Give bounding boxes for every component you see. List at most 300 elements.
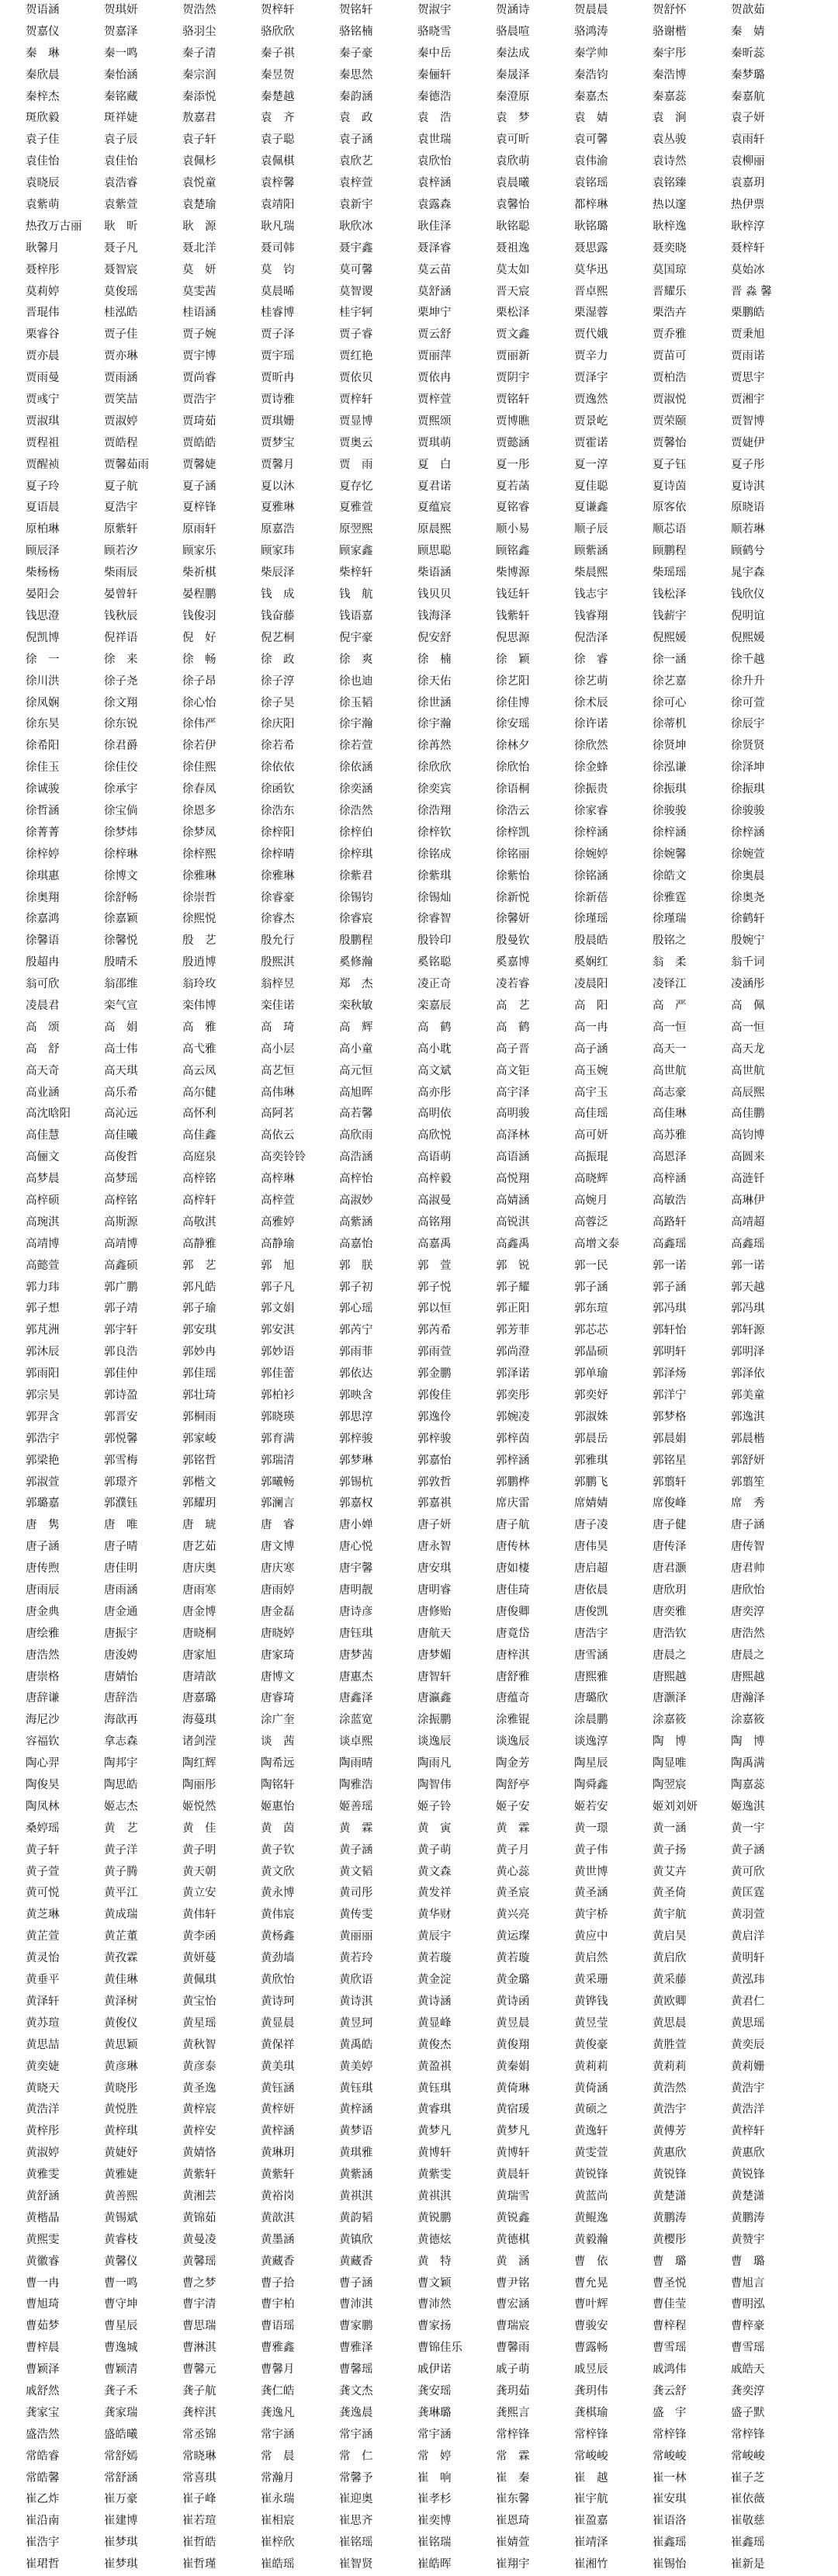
name-cell: 郭梓骏	[339, 1432, 373, 1445]
name-cell: 唐梦茜	[339, 1649, 373, 1662]
name-cell: 高佳鹏	[731, 1108, 765, 1121]
name-cell: 唐修贻	[417, 1605, 452, 1618]
name-cell: 黄莉姗	[731, 2060, 765, 2073]
name-cell: 唐佳琦	[496, 1584, 530, 1597]
name-cell: 陶禹满	[731, 1757, 765, 1770]
name-cell: 晋 淼 馨	[731, 285, 772, 298]
name-cell: 袁雨轩	[731, 133, 765, 147]
name-cell: 郭一民	[574, 1259, 608, 1272]
name-cell: 黄鹏涛	[653, 2211, 687, 2224]
name-cell: 聂梓彤	[26, 263, 60, 276]
name-cell: 唐 睿	[261, 1519, 295, 1532]
name-cell: 徐馨语	[26, 934, 60, 948]
name-cell: 郭 旭	[261, 1259, 295, 1272]
name-cell: 黄羽萱	[731, 1909, 765, 1922]
name-cell: 袁铭瑶	[574, 177, 608, 190]
name-cell: 徐世涵	[417, 696, 452, 709]
name-cell: 钱志宇	[574, 588, 608, 602]
name-cell: 徐浩然	[339, 804, 373, 817]
name-cell: 黄子扬	[653, 1843, 687, 1857]
name-cell: 敖嘉君	[182, 112, 216, 125]
name-cell: 黄瑞雪	[496, 2189, 530, 2203]
name-cell: 黄馨瑶	[182, 2255, 216, 2268]
name-cell: 斑祥婕	[104, 112, 138, 125]
name-cell: 黄诗淇	[339, 1995, 373, 2008]
name-cell: 海歆再	[104, 1714, 138, 1727]
name-cell: 黄惠欣	[653, 2147, 687, 2160]
name-cell: 袁梓萱	[339, 177, 373, 190]
name-cell: 高婧涵	[496, 1194, 530, 1207]
name-cell: 黄锡斌	[104, 2211, 138, 2224]
name-cell: 唐欣玥	[653, 1584, 687, 1597]
name-cell: 高一冉	[574, 1021, 608, 1034]
name-cell: 唐舒雅	[496, 1670, 530, 1683]
name-cell: 袁子佳	[26, 133, 60, 147]
name-cell: 曹守坤	[104, 2298, 138, 2311]
name-cell: 黄徽睿	[26, 2255, 60, 2268]
name-cell: 桂宇轲	[339, 307, 373, 320]
name-cell: 高梓萱	[261, 1194, 295, 1207]
name-cell: 徐奥晨	[731, 869, 765, 882]
name-cell: 郭晶硕	[574, 1346, 608, 1359]
name-cell: 黄永博	[261, 1887, 295, 1900]
name-cell: 黄诗涵	[417, 1995, 452, 2008]
name-cell: 黄博轩	[496, 2147, 530, 2160]
name-cell: 常宇涵	[261, 2428, 295, 2441]
name-cell: 陶丽彤	[182, 1779, 216, 1792]
name-cell: 徐浩云	[496, 804, 530, 817]
name-cell: 高悦翔	[496, 1173, 530, 1186]
name-cell: 贾淑婷	[104, 414, 138, 428]
name-cell: 黄明轩	[731, 1952, 765, 1965]
name-cell: 高俪文	[26, 1151, 60, 1164]
name-cell: 贾昕冉	[261, 372, 295, 385]
name-cell: 黄孜霖	[104, 1952, 138, 1965]
name-cell: 贾秉旭	[731, 328, 765, 342]
name-cell: 夏诗淇	[731, 480, 765, 493]
name-cell: 晋天宸	[496, 285, 530, 298]
name-cell: 黄欧卿	[653, 1995, 687, 2008]
name-cell: 高蓉泛	[574, 1215, 608, 1229]
name-cell: 唐浩宇	[574, 1627, 608, 1640]
name-cell: 黄莉莉	[653, 2060, 687, 2073]
name-cell: 唐惠杰	[339, 1670, 373, 1683]
name-cell: 徐瑾瑶	[574, 913, 608, 926]
name-cell: 贺梓轩	[261, 4, 295, 16]
name-cell: 高增文泰	[574, 1237, 619, 1250]
name-cell: 徐恩多	[182, 804, 216, 817]
name-cell: 黄圣倚	[653, 1887, 687, 1900]
name-cell: 耿铭璐	[574, 220, 608, 233]
name-cell: 黄圣逸	[182, 2082, 216, 2095]
name-cell: 莫俊瑶	[104, 285, 138, 298]
name-cell: 唐传泽	[653, 1541, 687, 1554]
name-cell: 高振琨	[574, 1151, 608, 1164]
name-cell: 秦韵涵	[339, 90, 373, 103]
name-cell: 高晓辉	[574, 1173, 608, 1186]
name-cell: 唐诗彦	[339, 1605, 373, 1618]
name-cell: 秦浩钧	[574, 68, 608, 81]
name-cell: 秦子祺	[261, 47, 295, 60]
name-cell: 郭家峻	[182, 1432, 216, 1445]
name-cell: 曹之梦	[182, 2276, 216, 2290]
name-cell: 黄琳玥	[261, 2147, 295, 2160]
name-cell: 郭依达	[339, 1368, 373, 1381]
name-cell: 贾逸然	[574, 394, 608, 407]
name-cell: 原客依	[653, 501, 687, 515]
name-cell: 龚子禾	[104, 2384, 138, 2397]
name-cell: 郭宇轩	[104, 1324, 138, 1337]
name-cell: 曹梓豪	[731, 2320, 765, 2333]
name-cell: 崔梓欣	[261, 2536, 295, 2550]
name-cell: 崔珺哲	[26, 2558, 60, 2571]
name-cell: 徐玉韬	[339, 696, 373, 709]
name-cell: 徐琪惠	[26, 869, 60, 882]
name-cell: 徐佳佼	[104, 761, 138, 775]
name-cell: 高泽林	[496, 1129, 530, 1142]
name-cell: 唐崇格	[26, 1670, 60, 1683]
name-cell: 袁新宇	[339, 199, 373, 212]
name-cell: 高雅婷	[261, 1215, 295, 1229]
name-cell: 唐鑫泽	[339, 1692, 373, 1705]
name-cell: 郭雨阳	[26, 1368, 60, 1381]
name-cell: 顺子辰	[574, 523, 608, 536]
name-cell: 黄可悦	[26, 1887, 60, 1900]
name-cell: 郑 杰	[339, 978, 373, 991]
name-cell: 秦欣晨	[26, 68, 60, 81]
name-cell: 郭梓骏	[417, 1432, 452, 1445]
name-cell: 陶希远	[261, 1757, 295, 1770]
name-cell: 郭子凡	[261, 1281, 295, 1294]
name-cell: 涂振鹏	[417, 1714, 452, 1727]
name-cell: 徐依涵	[339, 761, 373, 775]
name-cell: 郭悦馨	[104, 1432, 138, 1445]
name-cell: 钱奋藤	[261, 609, 295, 622]
name-cell: 高小童	[339, 1042, 373, 1056]
name-cell: 徐 颖	[496, 653, 530, 666]
name-cell: 徐蒂机	[653, 718, 687, 731]
name-cell: 黄劲墙	[261, 1952, 295, 1965]
name-cell: 徐贤贤	[731, 740, 765, 753]
name-cell: 骆晓雪	[417, 25, 452, 38]
name-cell: 常宇涵	[417, 2428, 452, 2441]
name-cell: 郭嘉怡	[417, 1454, 452, 1467]
name-cell: 高庭泉	[182, 1151, 216, 1164]
name-cell: 郭诗盈	[104, 1389, 138, 1402]
name-cell: 崔皓晖	[417, 2558, 452, 2571]
name-cell: 袁子聪	[261, 133, 295, 147]
name-cell: 晋耀乐	[653, 285, 687, 298]
name-cell: 徐梓涵	[731, 826, 765, 839]
name-cell: 郭 锐	[496, 1259, 530, 1272]
name-cell: 黄紫雯	[417, 2169, 452, 2182]
name-cell: 黄雅婕	[104, 2169, 138, 2182]
name-cell: 黄文森	[417, 1865, 452, 1878]
name-cell: 殷铃印	[417, 934, 452, 948]
name-cell: 袁梓涵	[417, 177, 452, 190]
name-cell: 黄宝怡	[182, 1995, 216, 2008]
name-cell: 贾苗可	[653, 350, 687, 363]
name-cell: 莫智谡	[339, 285, 373, 298]
name-cell: 郭雅琪	[574, 1454, 608, 1467]
name-cell: 黄泓玮	[731, 1974, 765, 1987]
name-cell: 黄德炫	[417, 2233, 452, 2246]
name-cell: 袁佳怡	[26, 155, 60, 168]
name-cell: 唐文博	[261, 1541, 295, 1554]
name-cell: 徐东锐	[104, 718, 138, 731]
name-cell: 徐梓婷	[26, 848, 60, 861]
name-cell: 黄奕辰	[731, 2038, 765, 2051]
name-cell: 徐馨妍	[496, 913, 530, 926]
name-cell: 黄子钦	[261, 1843, 295, 1857]
name-cell: 黄思晨	[653, 2016, 687, 2030]
name-cell: 贾馨月	[261, 458, 295, 471]
name-cell: 高小层	[261, 1042, 295, 1056]
name-cell: 高天琪	[104, 1064, 138, 1077]
name-cell: 涂雅锟	[496, 1714, 530, 1727]
name-cell: 秦中岳	[417, 47, 452, 60]
name-cell: 贾馨怡	[653, 436, 687, 449]
name-cell: 栗睿谷	[26, 328, 60, 342]
name-cell: 唐子航	[496, 1519, 530, 1532]
name-cell: 郭尚澄	[496, 1346, 530, 1359]
name-cell: 高依云	[261, 1129, 295, 1142]
name-cell: 夏语晨	[26, 501, 60, 515]
name-cell: 夏雅萱	[339, 501, 373, 515]
name-cell: 黄惠欣	[731, 2147, 765, 2160]
name-cell: 贾馨婕	[182, 458, 216, 471]
name-cell: 袁靖阳	[261, 199, 295, 212]
name-cell: 拿志森	[104, 1735, 138, 1749]
name-cell: 高梓琳	[261, 1173, 295, 1186]
name-cell: 高欣悦	[417, 1129, 452, 1142]
name-cell: 倪安舒	[417, 631, 452, 644]
name-cell: 黄雅雯	[26, 2169, 60, 2182]
name-cell: 柴晨熙	[574, 567, 608, 580]
name-cell: 唐嘉璐	[182, 1692, 216, 1705]
name-cell: 黄一涵	[653, 1822, 687, 1835]
name-cell: 陶俊昊	[26, 1779, 60, 1792]
name-cell: 高子晋	[496, 1042, 530, 1056]
name-cell: 海蔓琪	[182, 1714, 216, 1727]
name-cell: 唐熙雅	[574, 1670, 608, 1683]
name-cell: 徐鹤轩	[731, 913, 765, 926]
name-cell: 晏程鹏	[182, 588, 216, 602]
name-cell: 陶智伟	[417, 1779, 452, 1792]
name-cell: 郭子悦	[417, 1281, 452, 1294]
name-cell: 黄铧钱	[574, 1995, 608, 2008]
name-cell: 盛 宇	[653, 2406, 687, 2419]
name-cell: 郭奕妤	[574, 1389, 608, 1402]
name-cell: 徐伟严	[182, 718, 216, 731]
name-cell: 黄紫轩	[182, 2169, 216, 2182]
name-cell: 顾家乐	[182, 545, 216, 558]
name-cell: 贺浩然	[182, 4, 216, 16]
name-cell: 原晨熙	[417, 523, 452, 536]
name-cell: 高敏浩	[653, 1194, 687, 1207]
name-cell: 栗浩卉	[653, 307, 687, 320]
name-cell: 高 舒	[26, 1042, 60, 1056]
name-cell: 徐函钦	[261, 783, 295, 796]
name-cell: 戚皓天	[731, 2363, 765, 2377]
name-cell: 徐千越	[731, 653, 765, 666]
name-cell: 骆谢楷	[653, 25, 687, 38]
name-cell: 郭铭星	[653, 1454, 687, 1467]
name-cell: 徐菁菁	[26, 826, 60, 839]
name-cell: 唐雨辰	[26, 1584, 60, 1597]
name-cell: 曹露畅	[574, 2342, 608, 2355]
name-cell: 秦嘉航	[731, 90, 765, 103]
name-cell: 曹 璐	[653, 2255, 687, 2268]
name-cell: 唐博文	[261, 1670, 295, 1683]
name-cell: 贾懿涵	[496, 436, 530, 449]
name-cell: 倪 好	[182, 631, 216, 644]
name-cell: 高靖博	[104, 1237, 138, 1250]
name-cell: 贾诗雅	[261, 394, 295, 407]
name-cell: 夏存忆	[339, 480, 373, 493]
name-cell: 黄曼凌	[182, 2233, 216, 2246]
name-cell: 郭晨岳	[574, 1432, 608, 1445]
name-cell: 高铭翔	[417, 1215, 452, 1229]
name-cell: 徐子淳	[261, 674, 295, 688]
name-cell: 唐竟岱	[496, 1627, 530, 1640]
name-cell: 高静雅	[182, 1237, 216, 1250]
name-cell: 聂北洋	[182, 241, 216, 255]
name-cell: 曹叶辉	[574, 2298, 608, 2311]
name-cell: 黄藏香	[339, 2255, 373, 2268]
name-cell: 徐瑾瑞	[653, 913, 687, 926]
name-cell: 徐欣欣	[417, 761, 452, 775]
name-cell: 郭子靖	[104, 1302, 138, 1316]
name-cell: 黄欣语	[339, 1974, 373, 1987]
name-cell: 郭奕彤	[496, 1389, 530, 1402]
name-cell: 崔铭瑞	[417, 2536, 452, 2550]
name-cell: 郭妙冉	[182, 1346, 216, 1359]
name-cell: 黄俊翔	[496, 2038, 530, 2051]
name-cell: 高语萌	[417, 1151, 452, 1164]
name-cell: 崔鑫瑶	[731, 2536, 765, 2550]
name-cell: 高钧博	[731, 1129, 765, 1142]
name-cell: 黄紫轩	[261, 2169, 295, 2182]
name-cell: 晋琨伟	[26, 307, 60, 320]
name-cell: 黄 茵	[261, 1822, 295, 1835]
name-cell: 郭淑萱	[26, 1475, 60, 1489]
name-cell: 聂司韩	[261, 241, 295, 255]
name-cell: 黄美琪	[261, 2060, 295, 2073]
name-cell: 曹梓晨	[26, 2342, 60, 2355]
name-cell: 袁 浩	[417, 112, 452, 125]
name-cell: 高若馨	[339, 1108, 373, 1121]
name-cell: 曹雪瑶	[653, 2342, 687, 2355]
name-cell: 贾琪萌	[417, 436, 452, 449]
name-cell: 秦楚越	[261, 90, 295, 103]
name-cell: 龚琳璐	[417, 2406, 452, 2419]
name-cell: 黄彦琳	[104, 2060, 138, 2073]
name-cell: 黄锐锋	[731, 2169, 765, 2182]
name-cell: 郭婉凌	[496, 1410, 530, 1423]
name-cell: 曹颖清	[104, 2363, 138, 2377]
name-cell: 黄梓涵	[339, 2103, 373, 2117]
name-cell: 翁邵维	[104, 978, 138, 991]
name-cell: 高 颂	[26, 1021, 60, 1034]
name-cell: 谈 茜	[261, 1735, 295, 1749]
name-cell: 贾荣颐	[653, 414, 687, 428]
name-cell: 顾铭鑫	[496, 545, 530, 558]
name-cell: 徐嘉鸿	[26, 913, 60, 926]
name-cell: 黄楚潇	[731, 2189, 765, 2203]
name-cell: 徐春凤	[182, 783, 216, 796]
name-cell: 顺小易	[496, 523, 530, 536]
name-cell: 唐佳明	[104, 1562, 138, 1576]
name-cell: 黄启昊	[653, 1930, 687, 1943]
name-cell: 唐瀚泽	[731, 1692, 765, 1705]
name-cell: 黄倚琳	[496, 2082, 530, 2095]
name-cell: 徐浩东	[261, 804, 295, 817]
name-cell: 贾辛力	[574, 350, 608, 363]
name-cell: 曹馨瑶	[339, 2363, 373, 2377]
name-cell: 徐睿杰	[261, 913, 295, 926]
name-cell: 曹圣悦	[653, 2276, 687, 2290]
name-cell: 徐梓阳	[261, 826, 295, 839]
name-cell: 唐子健	[653, 1519, 687, 1532]
name-cell: 郭 朕	[339, 1259, 373, 1272]
name-cell: 唐欣怡	[731, 1584, 765, 1597]
name-cell: 高天奇	[26, 1064, 60, 1077]
name-cell: 徐艺萌	[574, 674, 608, 688]
name-cell: 高 阳	[574, 999, 608, 1012]
name-cell: 黄毅瀚	[574, 2233, 608, 2246]
name-cell: 黄 霖	[496, 1822, 530, 1835]
name-cell: 袁丛骏	[653, 133, 687, 147]
name-cell: 倪艺桐	[261, 631, 295, 644]
name-cell: 高亦彤	[417, 1086, 452, 1099]
name-cell: 袁 齐	[261, 112, 295, 125]
name-cell: 倪浩泽	[574, 631, 608, 644]
name-cell: 崔东馨	[496, 2493, 530, 2506]
name-cell: 郭良浩	[104, 1346, 138, 1359]
name-cell: 曹梓程	[653, 2320, 687, 2333]
name-cell: 黄辰宇	[417, 1930, 452, 1943]
name-cell: 黄禹皓	[339, 2038, 373, 2051]
name-cell: 徐梓晴	[261, 848, 295, 861]
name-cell: 秦添悦	[182, 90, 216, 103]
name-cell: 黄俊仪	[104, 2016, 138, 2030]
name-cell: 唐传煦	[26, 1562, 60, 1576]
name-cell: 袁 涧	[653, 112, 687, 125]
name-cell: 唐浩钦	[653, 1627, 687, 1640]
name-cell: 陶雅浩	[339, 1779, 373, 1792]
name-cell: 黄泽树	[104, 1995, 138, 2008]
name-cell: 莫晨晞	[261, 285, 295, 298]
name-cell: 莫始冰	[731, 263, 765, 276]
name-cell: 唐金磊	[261, 1605, 295, 1618]
name-cell: 黄镇欣	[339, 2233, 373, 2246]
name-cell: 贾皓程	[104, 436, 138, 449]
name-cell: 黄婧恪	[182, 2147, 216, 2160]
name-cell: 耿凡瑞	[261, 220, 295, 233]
name-cell: 龚云舒	[653, 2384, 687, 2397]
name-cell: 唐金博	[182, 1605, 216, 1618]
name-cell: 徐振琪	[731, 783, 765, 796]
name-cell: 郭鹏飞	[574, 1475, 608, 1489]
name-cell: 耿馨月	[26, 241, 60, 255]
name-cell: 常 晨	[261, 2449, 295, 2463]
name-cell: 崔安琪	[653, 2493, 687, 2506]
name-cell: 柴瑶瑶	[653, 567, 687, 580]
name-cell: 晁宇森	[731, 567, 765, 580]
name-cell: 黄芷萱	[26, 1930, 60, 1943]
name-cell: 唐晓桐	[182, 1627, 216, 1640]
